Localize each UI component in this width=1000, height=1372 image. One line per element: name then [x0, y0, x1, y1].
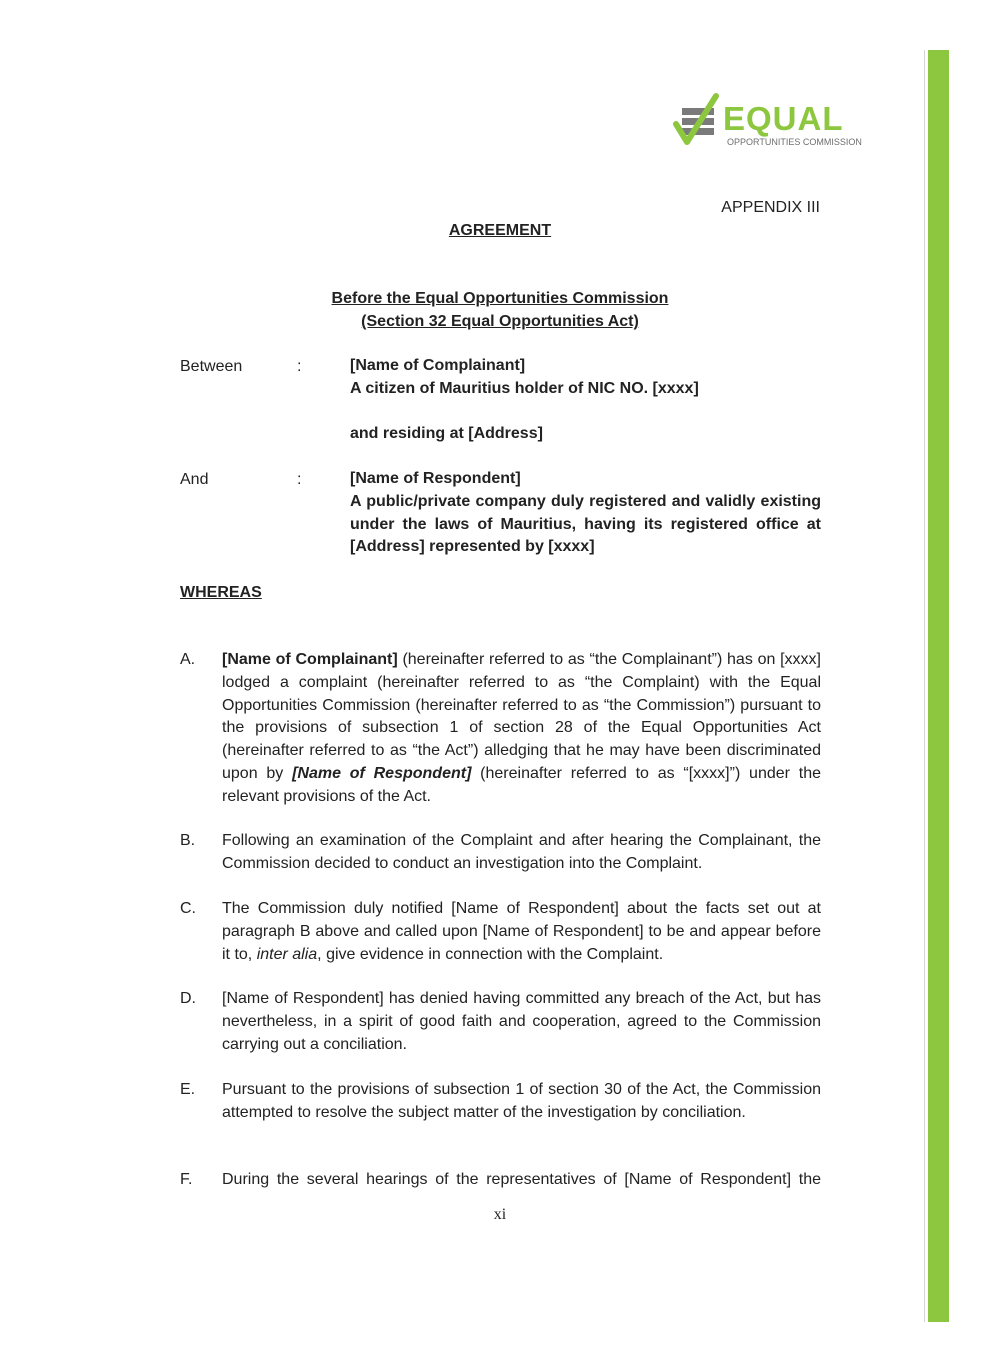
between-label: Between	[180, 358, 243, 375]
clause-body	[222, 649, 821, 809]
clause-f	[180, 1169, 821, 1192]
complainant-block	[350, 355, 821, 446]
logo-subtitle: OPPORTUNITIES COMMISSION	[727, 137, 862, 147]
clause-letter: C.	[180, 900, 196, 917]
clause-text: (hereinafter referred to as “[xxxx]”) under the relevant provisions of the Act.	[222, 764, 821, 805]
appendix-label: APPENDIX III	[721, 199, 820, 216]
clause-text: , give evidence in connection with the Complaint.	[317, 945, 664, 963]
clause-b	[180, 830, 821, 876]
complainant-address: and residing at [Address]	[350, 425, 543, 443]
latin-phrase: inter alia	[256, 945, 318, 963]
respondent-reference: [Name of Respondent]	[292, 764, 472, 782]
respondent-name: [Name of Respondent]	[350, 470, 521, 487]
between-colon: :	[297, 358, 302, 375]
clause-text: (hereinafter referred to as “the Complainant”) has on [xxxx] lodged a complaint (hereinafter referred to as “the Complaint) with the Equal Opportunities Commission (hereinafter referred to as “the Commission”) pursuant to the provisions of subsection 1 of section 28 of the Equal Opportunities Act (hereinafter referred to as “the Act”) alledging that he may have been discriminated upon by	[222, 651, 821, 782]
and-colon: :	[297, 471, 302, 488]
clause-body	[222, 898, 821, 966]
clause-text: During the several hearings of the representatives of [Name of Respondent] the	[222, 1171, 821, 1188]
respondent-block	[350, 468, 821, 559]
and-label: And	[180, 471, 209, 488]
clause-text: [Name of Respondent] has denied having committed any breach of the Act, but has nevertheless, in a spirit of good faith and cooperation, agreed to the Commission carrying out a conciliation.	[222, 990, 848, 1053]
complainant-name: [Name of Complainant]	[350, 357, 526, 374]
clause-text: The Commission duly notified [Name of Respondent] about the facts set out at paragraph B above and called upon [Name of Respondent] to be and appear before it to,	[222, 900, 821, 963]
clause-letter: B.	[180, 832, 196, 849]
clause-text: Following an examination of the Complaint and after hearing the Complainant, the Commission decided to conduct an investigation into the Complaint.	[222, 832, 821, 872]
respondent-description: A public/private company duly registered and validly existing under the laws of Mauritius, having its registered office at [Address] represented by [xxxx]	[350, 492, 821, 556]
page-number: xi	[493, 1206, 507, 1223]
clause-text: Pursuant to the provisions of subsection 1 of section 30 of the Act, the Commission attempted to resolve the subject matter of the investigation by conciliation.	[222, 1081, 821, 1121]
clause-letter: A.	[180, 651, 196, 668]
subheading-line-1: Before the Equal Opportunities Commission	[331, 290, 669, 307]
complainant-reference: [Name of Complainant]	[222, 651, 398, 668]
logo-wordmark: EQUAL	[723, 100, 844, 137]
clause-c	[180, 898, 821, 966]
clause-e	[180, 1079, 821, 1125]
subheading-line-2: (Section 32 Equal Opportunities Act)	[361, 313, 639, 330]
commission-logo	[672, 92, 862, 152]
side-accent-bar	[928, 50, 949, 1322]
document-title: AGREEMENT	[448, 222, 552, 239]
page-edge-line	[924, 50, 925, 1322]
whereas-heading: WHEREAS	[180, 584, 262, 601]
clause-letter: D.	[180, 990, 196, 1007]
clause-a	[180, 649, 821, 809]
clause-letter: F.	[180, 1171, 193, 1188]
complainant-nic: A citizen of Mauritius holder of NIC NO. [xxxx]	[350, 379, 699, 397]
clause-d	[180, 988, 848, 1056]
clause-letter: E.	[180, 1081, 196, 1098]
